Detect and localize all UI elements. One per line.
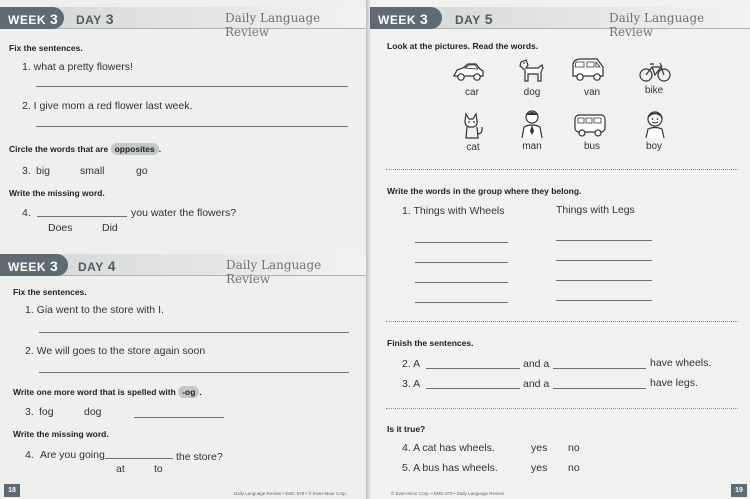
week3-day5-header — [370, 7, 750, 39]
picture-label-car: car — [465, 87, 479, 98]
day-label: DAY 4 — [78, 258, 117, 274]
legs-answer-line[interactable] — [556, 260, 652, 261]
group-heading-legs: Things with Legs — [556, 204, 635, 216]
answer-blank[interactable] — [426, 368, 520, 369]
picture-label-bike: bike — [644, 85, 664, 96]
week-badge: WEEK 3 — [0, 7, 64, 29]
opposites-highlight: opposites — [111, 143, 159, 155]
page-footer: Daily Language Review • EMC 579 • © Evan-Moor Corp. — [234, 491, 348, 496]
answer-yes[interactable]: yes — [531, 462, 548, 474]
answer-blank[interactable] — [553, 368, 646, 369]
sentence-3-and: and a — [523, 378, 550, 390]
week-badge: WEEK 3 — [0, 254, 68, 276]
picture-label-bus: bus — [583, 141, 601, 152]
instruction-is-it-true: Is it true? — [387, 424, 426, 434]
sentence-2: 2. I give mom a red flower last week. — [22, 100, 193, 112]
question-4-text-end: the store? — [176, 451, 223, 463]
sentence-1: 1. Gia went to the store with I. — [25, 304, 164, 316]
wheels-answer-line[interactable] — [415, 302, 508, 303]
right-page — [370, 0, 750, 499]
answer-yes[interactable]: yes — [531, 442, 548, 454]
dog-icon — [514, 56, 548, 86]
wheels-answer-line[interactable] — [415, 262, 508, 263]
word-choice[interactable]: go — [136, 165, 148, 177]
answer-blank[interactable] — [426, 388, 520, 389]
word-option[interactable]: Does — [48, 222, 73, 234]
answer-line[interactable] — [39, 372, 349, 373]
instruction-missing-word: Write the missing word. — [9, 188, 105, 198]
word-choice[interactable]: small — [80, 165, 105, 177]
answer-line[interactable] — [36, 126, 348, 127]
picture-label-cat: cat — [466, 142, 480, 153]
sentence-3-start: 3. A — [402, 378, 421, 390]
sentence-1: 1. what a pretty flowers! — [22, 61, 133, 73]
statement-5: 5. A bus has wheels. — [402, 462, 498, 474]
legs-answer-line[interactable] — [556, 280, 652, 281]
statement-4: 4. A cat has wheels. — [402, 442, 495, 454]
bike-icon — [638, 56, 672, 86]
week3-day4-header — [0, 254, 368, 286]
instruction-fix-sentences: Fix the sentences. — [9, 43, 83, 53]
page-number: 19 — [731, 484, 747, 497]
question-4-text-start: Are you going — [40, 449, 105, 461]
man-icon — [515, 108, 549, 138]
instruction-group-words: Write the words in the group where they belong. — [387, 186, 582, 196]
question-4-number: 4. — [25, 449, 34, 461]
picture-label-dog: dog — [523, 87, 541, 98]
word-option[interactable]: at — [116, 463, 125, 475]
header-title: Daily Language Review — [225, 11, 321, 39]
question-3-number: 3. — [25, 406, 34, 418]
instruction-circle-opposites: Circle the words that are opposites . — [9, 144, 162, 154]
page-footer: © Evan-Moor Corp. • EMC 579 • Daily Language Review — [391, 491, 505, 496]
answer-blank[interactable] — [105, 458, 173, 459]
question-4-text: you water the flowers? — [131, 207, 237, 219]
instruction-missing-word: Write the missing word. — [13, 429, 109, 439]
wheels-answer-line[interactable] — [415, 282, 508, 283]
og-highlight: -og — [178, 386, 199, 398]
example-word: fog — [39, 406, 54, 418]
question-4-number: 4. — [22, 207, 31, 219]
instruction-fix-sentences: Fix the sentences. — [13, 287, 87, 297]
car-icon — [451, 56, 485, 86]
legs-answer-line[interactable] — [556, 300, 652, 301]
answer-blank[interactable] — [134, 417, 224, 418]
answer-blank[interactable] — [37, 216, 127, 217]
picture-label-man: man — [522, 141, 542, 152]
van-icon — [571, 54, 605, 84]
week-badge: WEEK 3 — [370, 7, 442, 29]
instruction-finish-sentences: Finish the sentences. — [387, 338, 474, 348]
picture-label-van: van — [583, 87, 601, 98]
legs-answer-line[interactable] — [556, 240, 652, 241]
wheels-answer-line[interactable] — [415, 242, 508, 243]
cat-icon — [456, 110, 490, 140]
sentence-2: 2. We will goes to the store again soon — [25, 345, 206, 357]
instruction-look-pictures: Look at the pictures. Read the words. — [387, 41, 539, 51]
sentence-2-start: 2. A — [402, 358, 421, 370]
question-3-number: 3. — [22, 165, 31, 177]
bus-icon — [573, 110, 607, 140]
word-choice[interactable]: big — [36, 165, 51, 177]
page-number: 18 — [4, 484, 20, 497]
example-word: dog — [84, 406, 102, 418]
answer-no[interactable]: no — [568, 462, 580, 474]
answer-line[interactable] — [36, 86, 348, 87]
picture-label-boy: boy — [645, 141, 663, 152]
boy-icon — [638, 108, 672, 138]
day-label: DAY 5 — [455, 11, 494, 27]
group-heading-wheels: 1. Things with Wheels — [402, 205, 505, 217]
header-title: Daily Language Review — [226, 258, 322, 286]
header-title: Daily Language Review — [609, 11, 705, 39]
sentence-2-and: and a — [523, 358, 550, 370]
week3-day3-header — [0, 7, 368, 39]
section-divider — [386, 169, 738, 170]
word-option[interactable]: to — [154, 463, 163, 475]
answer-no[interactable]: no — [568, 442, 580, 454]
sentence-3-end: have legs. — [650, 377, 698, 389]
instruction-spelled-with: Write one more word that is spelled with -og . — [13, 387, 202, 397]
answer-blank[interactable] — [553, 388, 646, 389]
word-option[interactable]: Did — [102, 222, 118, 234]
section-divider — [386, 408, 738, 409]
day-label: DAY 3 — [76, 11, 115, 27]
left-page — [0, 0, 368, 499]
answer-line[interactable] — [39, 332, 349, 333]
sentence-2-end: have wheels. — [650, 357, 712, 369]
section-divider — [386, 321, 738, 322]
